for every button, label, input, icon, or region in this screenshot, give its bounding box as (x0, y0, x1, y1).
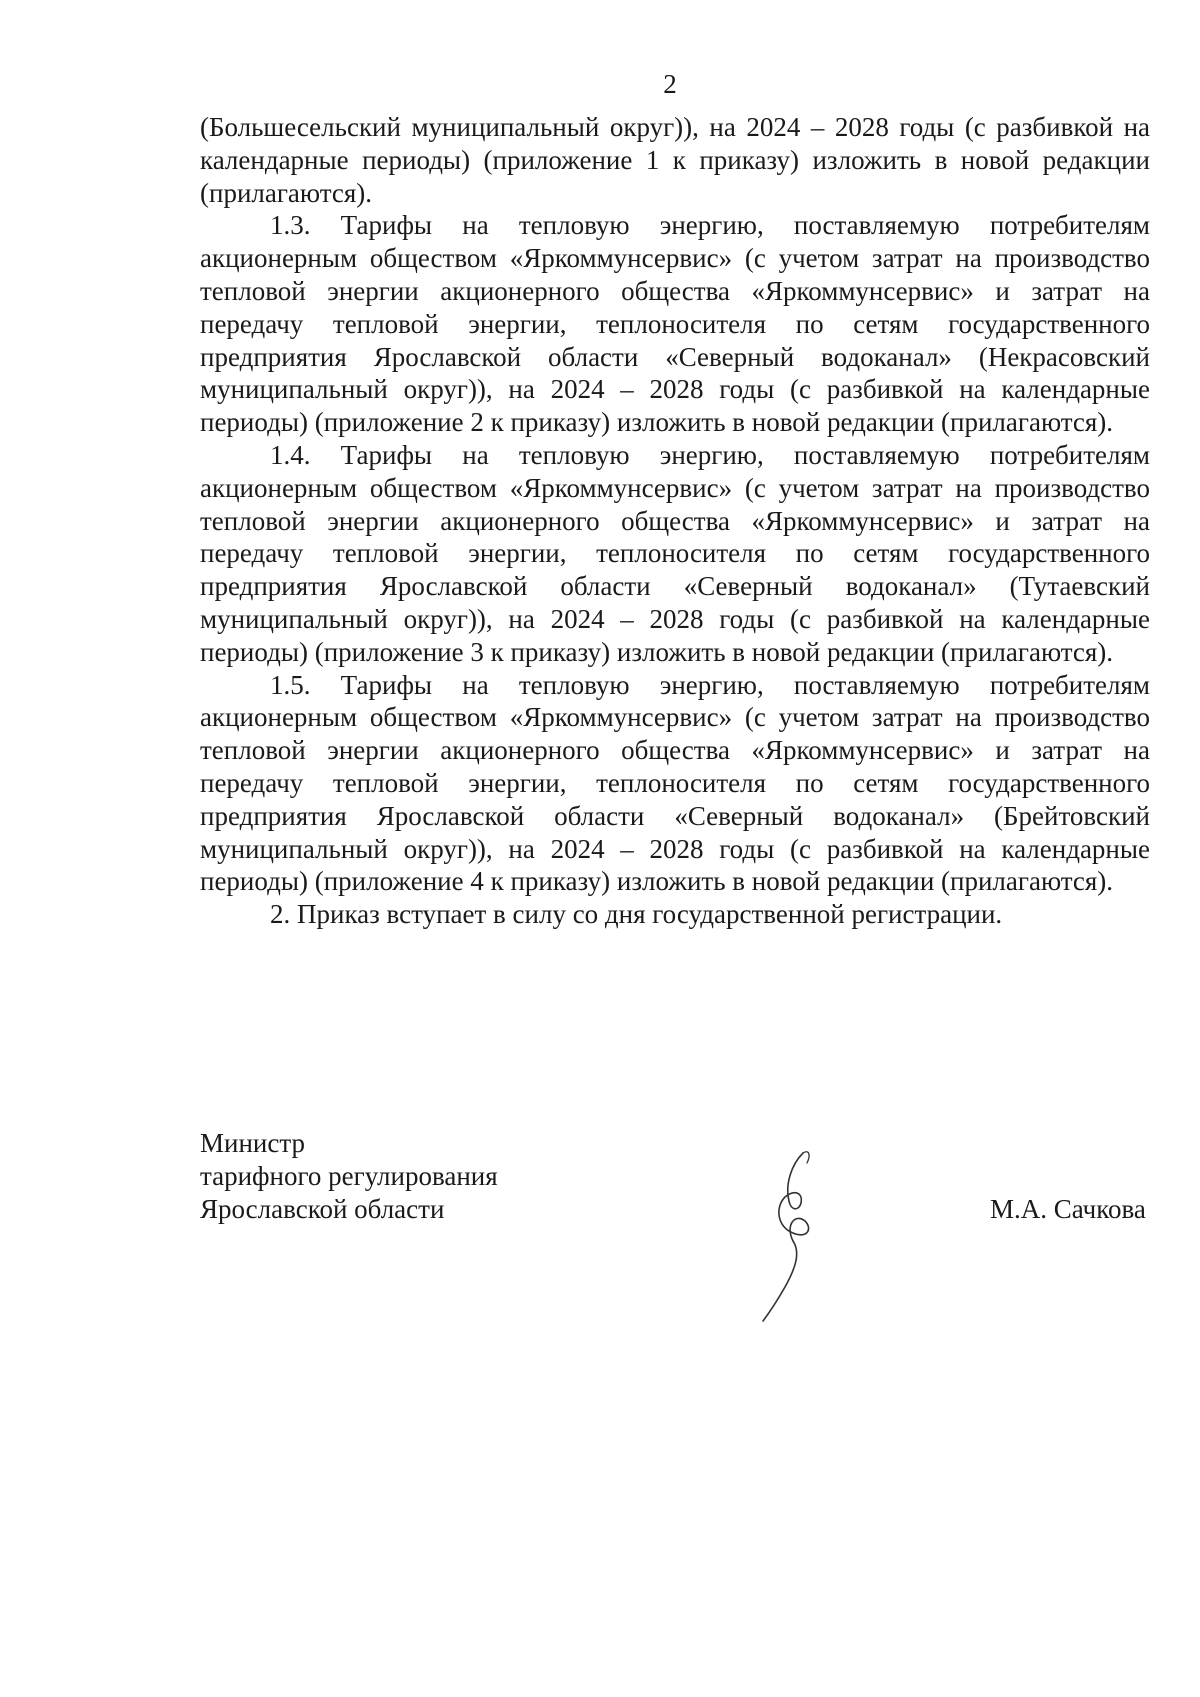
paragraph-item-1-4: 1.4. Тарифы на тепловую энергию, поставляемую потребителям акционерным обществом «Яркоммунсервис» (с учетом затрат на производство тепловой энергии акционерного общества «Яркоммунсервис» и затрат на передачу тепловой энергии, теплоносителя по сетям государственного предприятия Ярославской области «Северный водоканал» (Тутаевский муниципальный округ)), на 2024 – 2028 годы (с разбивкой на календарные периоды) (приложение 3 к приказу) изложить в новой редакции (прилагаются). (200, 439, 1150, 667)
signer-position-line: Ярославской области (200, 1193, 445, 1224)
signer-position-line: Министр (200, 1128, 305, 1158)
paragraph-item-1-5: 1.5. Тарифы на тепловую энергию, поставляемую потребителям акционерным обществом «Яркоммунсервис» (с учетом затрат на производство тепловой энергии акционерного общества «Яркоммунсервис» и затрат на передачу тепловой энергии, теплоносителя по сетям государственного предприятия Ярославской области «Северный водоканал» (Брейтовский муниципальный округ)), на 2024 – 2028 годы (с разбивкой на календарные периоды) (приложение 4 к приказу) изложить в новой редакции (прилагаются). (200, 669, 1150, 897)
page-number: 2 (663, 69, 677, 99)
signer-name: М.А. Сачкова (990, 1194, 1146, 1224)
signer-position (200, 1127, 498, 1225)
handwritten-signature (755, 1145, 865, 1325)
paragraph-item-2: 2. Приказ вступает в силу со дня государственной регистрации. (270, 899, 1003, 930)
document-body (200, 111, 1150, 931)
paragraph-item-1-3: 1.3. Тарифы на тепловую энергию, поставляемую потребителям акционерным обществом «Яркоммунсервис» (с учетом затрат на производство тепловой энергии акционерного общества «Яркоммунсервис» и затрат на передачу тепловой энергии, теплоносителя по сетям государственного предприятия Ярославской области «Северный водоканал» (Некрасовский муниципальный округ)), на 2024 – 2028 годы (с разбивкой на календарные периоды) (приложение 2 к приказу) изложить в новой редакции (прилагаются). (200, 210, 1150, 438)
paragraph-continuation: (Большесельский муниципальный округ)), на 2024 – 2028 годы (с разбивкой на календарные периоды) (приложение 1 к приказу) изложить в новой редакции (прилагаются). (200, 112, 1150, 208)
signer-position-line: тарифного регулирования (200, 1160, 498, 1191)
